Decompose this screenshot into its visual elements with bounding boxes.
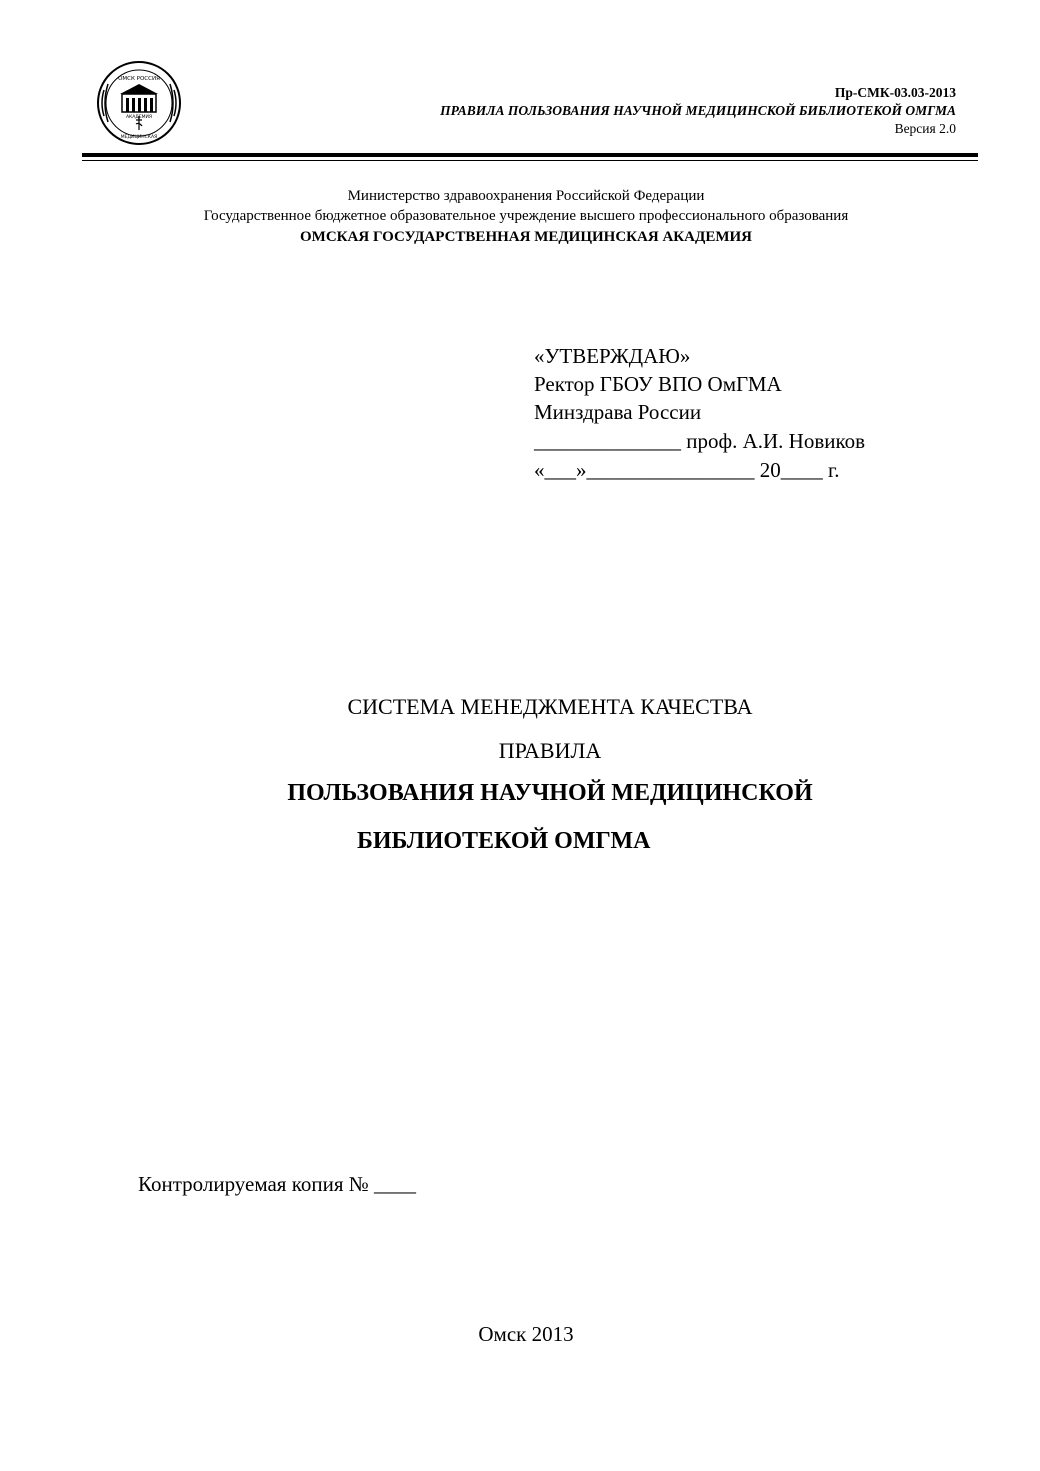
city-year: Омск 2013 [478, 1322, 574, 1346]
organization-type: Государственное бюджетное образовательное учреждение высшего профессионального образования [203, 208, 849, 224]
approval-heading: «УТВЕРЖДАЮ» [534, 344, 691, 368]
logo-text-bottom: МЕДИЦИНСКАЯ [120, 135, 158, 140]
logo-text-top: ОМСК РОССИЯ [118, 76, 160, 82]
main-title-line-2: БИБЛИОТЕКОЙ ОМГМА [357, 828, 651, 854]
system-title: СИСТЕМА МЕНЕДЖМЕНТА КАЧЕСТВА [347, 694, 753, 719]
main-title-line-1: ПОЛЬЗОВАНИЯ НАУЧНОЙ МЕДИЦИНСКОЙ [287, 780, 813, 806]
ministry-name: Министерство здравоохранения Российской Федерации [347, 188, 705, 204]
controlled-copy-number: Контролируемая копия № ____ [138, 1172, 417, 1196]
organization-name: ОМСКАЯ ГОСУДАРСТВЕННАЯ МЕДИЦИНСКАЯ АКАДЕМИЯ [300, 229, 752, 245]
document-version: Версия 2.0 [894, 121, 956, 136]
document-code: Пр-СМК-03.03-2013 [834, 85, 956, 100]
approver-ministry: Минздрава России [534, 400, 702, 424]
academy-seal-logo [96, 60, 182, 146]
approver-position: Ректор ГБОУ ВПО ОмГМА [534, 372, 782, 396]
signature-line: ______________ проф. А.И. Новиков [534, 429, 866, 453]
approval-date-line: «___»________________ 20____ г. [534, 458, 840, 482]
header-divider-thick [82, 153, 978, 157]
header-document-title: ПРАВИЛА ПОЛЬЗОВАНИЯ НАУЧНОЙ МЕДИЦИНСКОЙ БИБЛИОТЕКОЙ ОМГМА [440, 103, 956, 118]
header-divider-thin [82, 160, 978, 161]
logo-text-mid: АКАДЕМИЯ [125, 115, 153, 120]
rules-title: ПРАВИЛА [498, 738, 602, 763]
